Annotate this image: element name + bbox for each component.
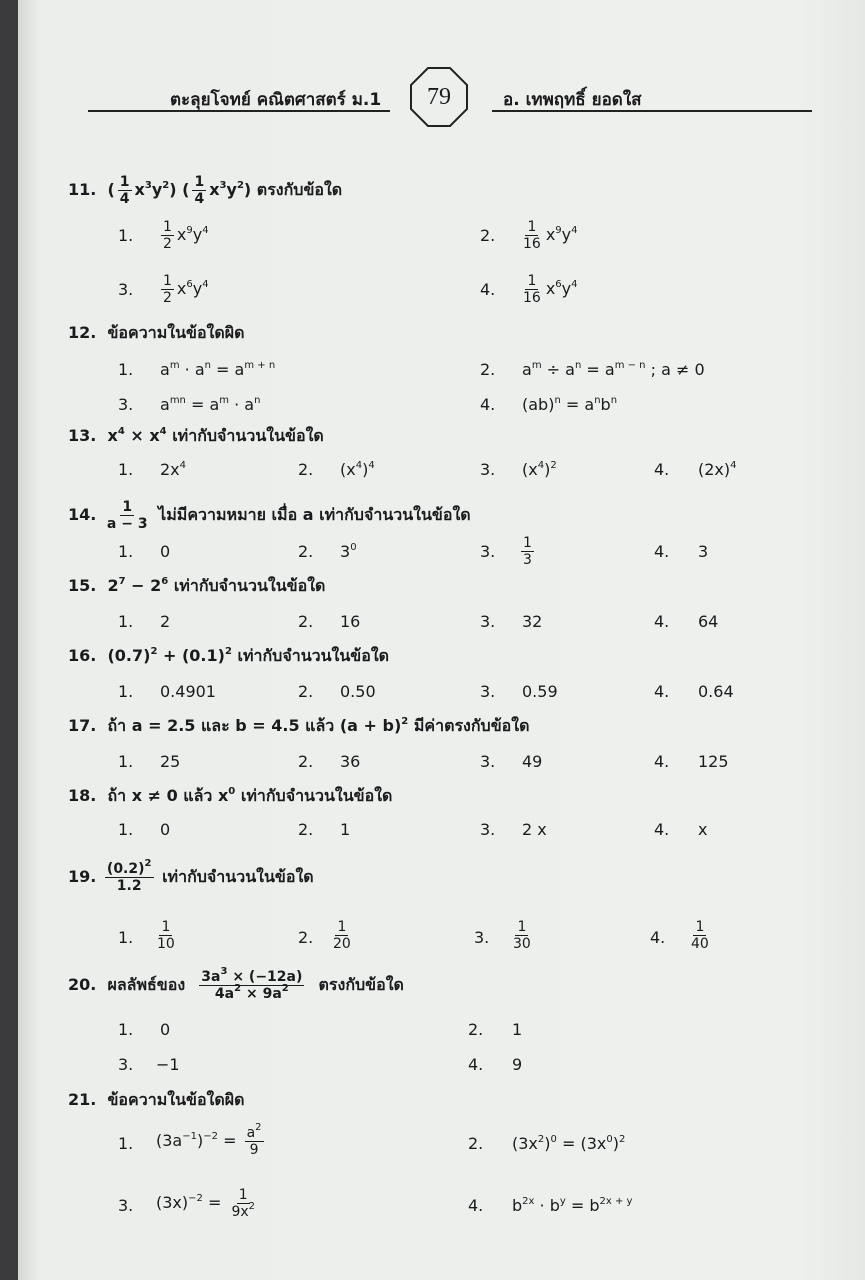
option-answer: 125 xyxy=(698,752,729,771)
option-number: 2. xyxy=(468,1134,484,1153)
option-answer: $a^{mn} = a^m \cdot a^n$ xyxy=(160,395,261,414)
question-text: มีค่าตรงกับข้อใด xyxy=(413,716,530,735)
option-answer: 3 xyxy=(698,542,709,561)
question-11: 11. ( $\frac{1}{4}$ $x^3y^2$) ( $\frac{1}{4}$ $x^3y^2$) ตรงกับข้อใด xyxy=(68,174,343,207)
question-text: เท่ากับจำนวนในข้อใด xyxy=(162,867,314,886)
option-number: 2. xyxy=(480,226,496,245)
question-text: เท่ากับจำนวนในข้อใด xyxy=(173,576,326,595)
header-rule-left xyxy=(88,110,390,112)
option-answer: 0 xyxy=(160,820,171,839)
option-answer: 32 xyxy=(522,612,543,631)
question-number: 15. xyxy=(68,576,97,595)
question-text: ตรงกับข้อใด xyxy=(318,975,404,994)
option-number: 1. xyxy=(118,360,134,379)
option-number: 1. xyxy=(118,1020,134,1039)
option-number: 4. xyxy=(468,1196,484,1215)
question-text: เท่ากับจำนวนในข้อใด xyxy=(172,426,324,445)
question-16: 16. $(0.7)^2 + (0.1)^2$ เท่ากับจำนวนในข้อใด xyxy=(68,646,390,665)
option-answer: 9 xyxy=(512,1055,523,1074)
option-answer: $\frac{1}{16}$ $x^9y^4$ xyxy=(523,219,578,252)
question-20: 20. ผลลัพธ์ของ $\frac{3a^3 \times (-12a)}{4a^2 \times 9a^2}$ ตรงกับข้อใด xyxy=(68,966,404,1002)
question-number: 14. xyxy=(68,505,97,524)
option-number: 2. xyxy=(298,542,314,561)
option-number: 1. xyxy=(118,820,134,839)
option-answer: $\frac{1}{10}$ xyxy=(157,919,175,952)
option-number: 2. xyxy=(298,612,314,631)
option-number: 3. xyxy=(118,1196,134,1215)
option-answer: 16 xyxy=(340,612,361,631)
question-number: 18. xyxy=(68,786,97,805)
option-answer: 49 xyxy=(522,752,543,771)
question-13: 13. $x^4 \times x^4$ เท่ากับจำนวนในข้อใด xyxy=(68,426,324,445)
question-text: ข้อความในข้อใดผิด xyxy=(107,1090,245,1109)
option-number: 3. xyxy=(474,928,490,947)
option-number: 4. xyxy=(654,682,670,701)
option-answer: 0 xyxy=(160,1020,171,1039)
option-number: 3. xyxy=(480,820,496,839)
question-number: 21. xyxy=(68,1090,97,1109)
question-text: ข้อความในข้อใดผิด xyxy=(107,323,245,342)
option-number: 4. xyxy=(654,542,670,561)
option-answer: $a^m \div a^n = a^{m - n}$ ; a ≠ 0 xyxy=(522,360,705,379)
question-number: 11. xyxy=(68,180,97,199)
option-answer: 25 xyxy=(160,752,181,771)
option-answer: $\frac{1}{20}$ xyxy=(333,919,351,952)
question-number: 16. xyxy=(68,646,97,665)
option-number: 4. xyxy=(468,1055,484,1074)
question-number: 17. xyxy=(68,716,97,735)
question-17: 17. ถ้า a = 2.5 และ b = 4.5 แล้ว $(a + b)^2$ มีค่าตรงกับข้อใด xyxy=(68,716,530,735)
option-number: 2. xyxy=(298,460,314,479)
page-number-badge xyxy=(408,66,470,128)
option-answer: $\frac{1}{30}$ xyxy=(513,919,531,952)
question-12 xyxy=(68,323,245,343)
option-number: 4. xyxy=(480,280,496,299)
option-number: 4. xyxy=(654,820,670,839)
option-answer: $(3x)^{-2}$ = $\frac{1}{9x^2}$ xyxy=(156,1187,256,1220)
option-answer: $(ab)^n = a^nb^n$ xyxy=(522,395,618,414)
option-answer: 0.59 xyxy=(522,682,558,701)
option-number: 2. xyxy=(468,1020,484,1039)
option-number: 4. xyxy=(654,612,670,631)
option-answer: 1 xyxy=(512,1020,523,1039)
option-number: 1. xyxy=(118,752,134,771)
option-number: 3. xyxy=(118,1055,134,1074)
option-answer: 0.64 xyxy=(698,682,734,701)
question-number: 13. xyxy=(68,426,97,445)
option-number: 3. xyxy=(118,280,134,299)
option-answer: $(x^4)^2$ xyxy=(522,460,557,479)
option-answer: $(x^4)^4$ xyxy=(340,460,375,479)
option-answer: $\frac{1}{3}$ xyxy=(523,535,532,568)
question-text: ไม่มีความหมาย เมื่อ a เท่ากับจำนวนในข้อใด xyxy=(158,505,471,524)
option-number: 4. xyxy=(650,928,666,947)
option-number: 1. xyxy=(118,542,134,561)
question-number: 19. xyxy=(68,867,97,886)
option-answer: 0.50 xyxy=(340,682,376,701)
option-answer: $(2x)^4$ xyxy=(698,460,737,479)
option-number: 1. xyxy=(118,928,134,947)
option-answer: 1 xyxy=(340,820,351,839)
option-number: 1. xyxy=(118,682,134,701)
question-19: 19. $\frac{(0.2)^2}{1.2}$ เท่ากับจำนวนในข้อใด xyxy=(68,858,314,894)
question-text: เท่ากับจำนวนในข้อใด xyxy=(237,646,390,665)
option-number: 4. xyxy=(480,395,496,414)
header-rule-right xyxy=(492,110,812,112)
option-number: 3. xyxy=(480,460,496,479)
option-number: 4. xyxy=(654,752,670,771)
option-number: 2. xyxy=(298,820,314,839)
option-number: 3. xyxy=(480,542,496,561)
book-spine-shadow xyxy=(0,0,18,1280)
page-number: 79 xyxy=(427,83,451,110)
question-number: 20. xyxy=(68,975,97,994)
option-number: 4. xyxy=(654,460,670,479)
header-author: อ. เทพฤทธิ์ ยอดใส xyxy=(503,90,642,110)
option-answer: $\frac{1}{40}$ xyxy=(691,919,709,952)
option-number: 2. xyxy=(298,928,314,947)
question-text: ตรงกับข้อใด xyxy=(256,180,343,199)
option-number: 1. xyxy=(118,460,134,479)
option-answer: 2 xyxy=(160,612,171,631)
option-number: 3. xyxy=(480,682,496,701)
option-answer: 64 xyxy=(698,612,719,631)
option-answer: $\frac{1}{16}$ $x^6y^4$ xyxy=(523,273,578,306)
question-14: 14. $\frac{1}{a - 3}$ ไม่มีความหมาย เมื่อ a เท่ากับจำนวนในข้อใด xyxy=(68,499,471,532)
question-text: เท่ากับจำนวนในข้อใด xyxy=(240,786,393,805)
option-number: 1. xyxy=(118,1134,134,1153)
option-answer: −1 xyxy=(156,1055,180,1074)
option-answer: x xyxy=(698,820,708,839)
option-answer: $\frac{1}{2}$ $x^6y^4$ xyxy=(163,273,209,306)
question-15: 15. $2^7 - 2^6$ เท่ากับจำนวนในข้อใด xyxy=(68,576,326,595)
question-number: 12. xyxy=(68,323,97,342)
option-answer: $b^{2x} \cdot b^y = b^{2x + y}$ xyxy=(512,1196,633,1215)
question-18: 18. ถ้า x ≠ 0 แล้ว $x^0$ เท่ากับจำนวนในข้อใด xyxy=(68,786,393,805)
option-number: 3. xyxy=(480,612,496,631)
option-number: 3. xyxy=(118,395,134,414)
option-number: 3. xyxy=(480,752,496,771)
option-number: 2. xyxy=(298,752,314,771)
option-answer: 0.4901 xyxy=(160,682,216,701)
option-number: 2. xyxy=(298,682,314,701)
option-answer: $(3a^{-1})^{-2}$ = $\frac{a^2}{9}$ xyxy=(156,1122,262,1158)
option-answer: $\frac{1}{2}$ $x^9y^4$ xyxy=(163,219,209,252)
option-answer: 0 xyxy=(160,542,171,561)
question-21 xyxy=(68,1090,245,1110)
header-book-title: ตะลุยโจทย์ คณิตศาสตร์ ม.1 xyxy=(170,90,382,110)
option-answer: 2 x xyxy=(522,820,547,839)
option-answer: $3^0$ xyxy=(340,542,357,561)
option-answer: 36 xyxy=(340,752,361,771)
option-number: 1. xyxy=(118,612,134,631)
option-number: 1. xyxy=(118,226,134,245)
option-number: 2. xyxy=(480,360,496,379)
option-answer: $2x^4$ xyxy=(160,460,187,479)
option-answer: $a^m \cdot a^n = a^{m + n}$ xyxy=(160,360,276,379)
option-answer: $(3x^2)^0 = (3x^0)^2$ xyxy=(512,1134,626,1153)
